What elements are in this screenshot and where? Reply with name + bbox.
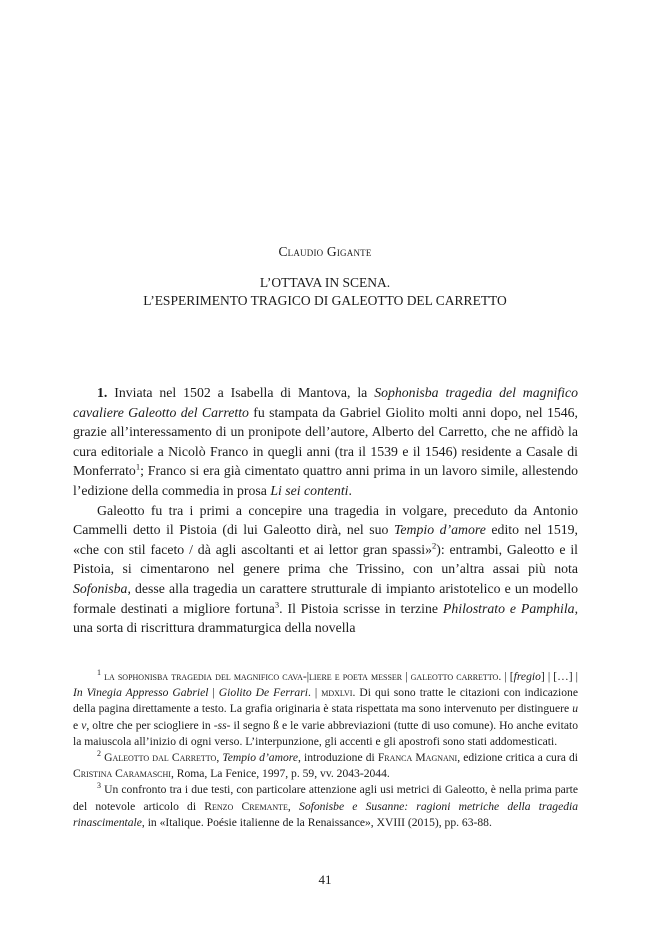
- p1-text-1: Inviata nel 1502 a Isabella di Mantova, la: [107, 385, 375, 400]
- fn1-text-2: ] | […] |: [540, 670, 578, 683]
- fn3-text-3: , in «Italique. Poésie italienne de la Renaissance», XVIII (2015), pp. 63-88.: [141, 815, 492, 829]
- footnote-ref-3[interactable]: 3: [274, 598, 280, 609]
- fn2-text-1: ,: [216, 751, 223, 765]
- fn1-italic-4: u: [572, 702, 578, 716]
- fn1-italic-2: In Vinegia Appresso Gabriel: [73, 686, 209, 700]
- fn1-italic-1: fregio: [513, 670, 541, 683]
- paragraph-2: [73, 501, 578, 638]
- fn1-text-8: il segno ß e le varie abbreviazioni (tutte di uso comune). Ho anche evitato la maiuscola all’inizio di ogni verso. L’interpunzione, gli accenti e gli apostrofi sono stati addomesticati.: [73, 718, 579, 748]
- p2-italic-3: Philostrato e Pamphila: [442, 600, 575, 616]
- p1-text-3: ; Franco si era già cimentato quattro anni prima in un lavoro simile, allestendo l’edizione della commedia in prosa: [73, 463, 578, 498]
- main-text: [73, 383, 578, 638]
- fn1-smallcaps-1: la sophonisba tragedia del magnifico cava-|liere e poeta messer | galeotto carretto.: [101, 670, 502, 683]
- p1-italic-2: Li sei contenti: [270, 482, 349, 498]
- p2-italic-2: Sofonisba: [73, 580, 128, 596]
- section-number: 1.: [97, 385, 108, 400]
- fn2-text-3: , edizione critica a cura di: [457, 751, 578, 765]
- fn3-text-2: ,: [287, 799, 300, 813]
- p2-text-5: . Il Pistoia scrisse in terzine: [279, 600, 443, 616]
- footnote-ref-2[interactable]: 2: [431, 540, 437, 551]
- fn2-italic-1: Tempio d’amore: [222, 751, 298, 765]
- fn2-text-2: , introduzione di: [298, 751, 378, 765]
- footnotes: [73, 669, 578, 831]
- p2-text-4: , desse alla tragedia un carattere strutturale di impianto aristotelico e un modello formale destinati a migliore fortuna: [73, 580, 578, 616]
- fn1-text-1: | [: [501, 670, 514, 683]
- p2-text-6: , una sorta di riscrittura drammaturgica della novella: [73, 600, 579, 636]
- paragraph-1: [73, 383, 578, 501]
- footnote-ref-1[interactable]: 1: [135, 461, 141, 472]
- p2-italic-1: Tempio d’amore: [393, 522, 486, 538]
- fn3-italic-1: Sofonisbe e Susanne: ragioni metriche della tragedia rinascimentale: [73, 799, 579, 829]
- p2-text-3: ): entrambi, Galeotto e il Pistoia, si cimentarono nel genere prima che Trissino, con un’altra assai più nota: [73, 541, 578, 577]
- fn1-text-7: , oltre che per sciogliere in: [86, 718, 214, 732]
- fn1-italic-6: -ss-: [213, 718, 231, 732]
- fn1-text-6: e: [73, 718, 82, 732]
- footnote-number: 3: [97, 781, 101, 791]
- fn3-text-1: Un confronto tra i due testi, con particolare attenzione agli usi metrici di Galeotto, è nella prima parte del notevole articolo di: [73, 783, 578, 813]
- p2-text-1: Galeotto fu tra i primi a concepire una tragedia in volgare, preceduto da Antonio Cammelli detto il Pistoia (di lui Galeotto dirà, nel suo: [73, 502, 578, 538]
- fn1-text-3: |: [208, 686, 219, 700]
- fn1-smallcaps-2: mdxlvi: [321, 686, 353, 700]
- p2-text-2: edito nel 1519, «che con stil faceto / dà agli ascoltanti et ai lettor gran spassi»: [73, 522, 578, 557]
- fn2-smallcaps-3: Cristina Caramaschi: [73, 767, 171, 781]
- fn1-italic-5: v: [81, 718, 87, 732]
- title-line-1: L’OTTAVA IN SCENA.: [259, 275, 391, 290]
- footnote-3: [73, 782, 578, 831]
- page-number: 41: [318, 872, 332, 887]
- title-line-2: L’ESPERIMENTO TRAGICO DI GALEOTTO DEL CARRETTO: [143, 293, 507, 308]
- fn2-smallcaps-2: Franca Magnani: [377, 751, 458, 765]
- footnote-number: 1: [97, 668, 101, 678]
- fn2-text-4: , Roma, La Fenice, 1997, p. 59, vv. 2043-2044.: [170, 767, 390, 781]
- p1-text-2: fu stampata da Gabriel Giolito molti anni dopo, nel 1546, grazie all’interessamento di un pronipote dell’autore, Alberto del Carretto, che ne affidò la cura editoriale a Nicolò Franco in quegli anni (tra il 1539 e il 1546) residente a Casale di Monferrato: [73, 404, 578, 479]
- fn2-smallcaps-1: Galeotto dal Carretto: [101, 751, 217, 765]
- footnote-1: [73, 669, 578, 750]
- fn1-text-4: . |: [307, 686, 322, 700]
- footnote-number: 2: [97, 749, 101, 759]
- footnote-2: [73, 750, 578, 782]
- fn1-italic-3: Giolito De Ferrari: [218, 686, 308, 700]
- p1-text-4: .: [348, 482, 352, 498]
- author-name: Claudio Gigante: [278, 244, 372, 259]
- fn1-text-5: . Di qui sono tratte le citazioni con indicazione della pagina direttamente a testo. La grafia originaria è stata rispettata ma sono intervenuto per distinguere: [73, 686, 578, 716]
- fn3-smallcaps-1: Renzo Cremante: [204, 799, 288, 813]
- article-title: [0, 274, 650, 310]
- p1-italic-1: Sophonisba tragedia del magnifico cavaliere Galeotto del Carretto: [73, 385, 578, 420]
